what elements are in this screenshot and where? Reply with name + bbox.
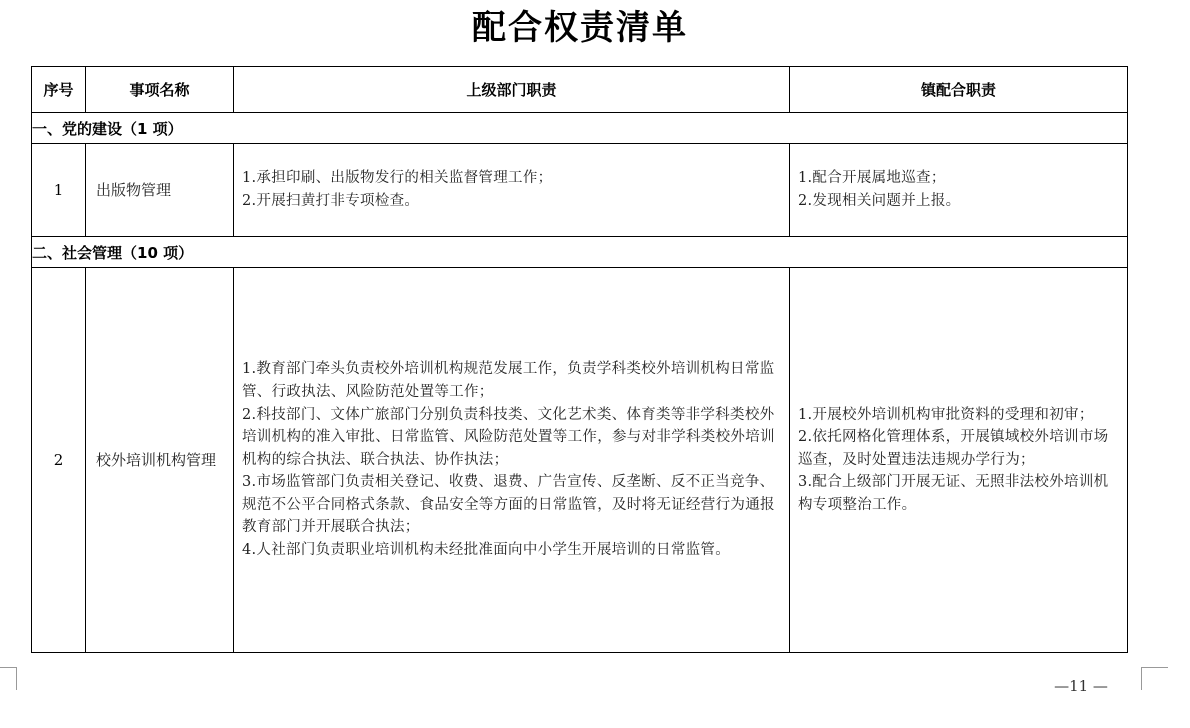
page-corner-mark-left: [0, 667, 17, 690]
header-superior-duty: 上级部门职责: [234, 67, 790, 113]
duty-line: 3.配合上级部门开展无证、无照非法校外培训机构专项整治工作。: [798, 474, 1109, 513]
duty-line: 1.承担印刷、出版物发行的相关监督管理工作；: [242, 170, 553, 187]
duty-line: 2.依托网格化管理体系，开展镇域校外培训市场巡查，及时处置违法违规办学行为；: [798, 429, 1109, 468]
town-duty-cell: [790, 144, 1128, 237]
section-title: 一、党的建设（1 项）: [32, 113, 1128, 144]
row-number: 2: [32, 268, 86, 653]
town-duty-cell: [790, 268, 1128, 653]
header-no: 序号: [32, 67, 86, 113]
row-number: 1: [32, 144, 86, 237]
duty-line: 1.教育部门牵头负责校外培训机构规范发展工作，负责学科类校外培训机构日常监管、行政执法、风险防范处置等工作；: [242, 361, 775, 400]
header-town-duty: 镇配合职责: [790, 67, 1128, 113]
table-row: [32, 144, 1128, 237]
duty-line: 2.科技部门、文体广旅部门分别负责科技类、文化艺术类、体育类等非学科类校外培训机构的准入审批、日常监管、风险防范处置等工作，参与对非学科类校外培训机构的综合执法、联合执法、协作执法；: [242, 406, 775, 468]
page-corner-mark-right: [1141, 667, 1168, 690]
section-title: 二、社会管理（10 项）: [32, 237, 1128, 268]
superior-duty-cell: [234, 144, 790, 237]
superior-duty-cell: [234, 268, 790, 653]
table-header-row: [32, 67, 1128, 113]
document-title: 配合权责清单: [472, 8, 688, 48]
duty-line: 1.开展校外培训机构审批资料的受理和初审；: [798, 406, 1094, 423]
duty-line: 1.配合开展属地巡查；: [798, 170, 946, 187]
page-number: —11 —: [1054, 677, 1108, 695]
header-item-name: 事项名称: [86, 67, 234, 113]
duty-line: 4.人社部门负责职业培训机构未经批准面向中小学生开展培训的日常监管。: [242, 542, 731, 559]
table-row: [32, 268, 1128, 653]
duty-line: 3.市场监管部门负责相关登记、收费、退费、广告宣传、反垄断、反不正当竞争、规范不公平合同格式条款、食品安全等方面的日常监管，及时将无证经营行为通报教育部门并开展联合执法；: [242, 474, 775, 536]
section-row: [32, 237, 1128, 268]
duty-table: [31, 66, 1128, 653]
duty-line: 2.开展扫黄打非专项检查。: [242, 193, 420, 209]
item-name: 校外培训机构管理: [86, 268, 234, 653]
item-name: 出版物管理: [86, 144, 234, 237]
duty-line: 2.发现相关问题并上报。: [798, 193, 961, 209]
section-row: [32, 113, 1128, 144]
